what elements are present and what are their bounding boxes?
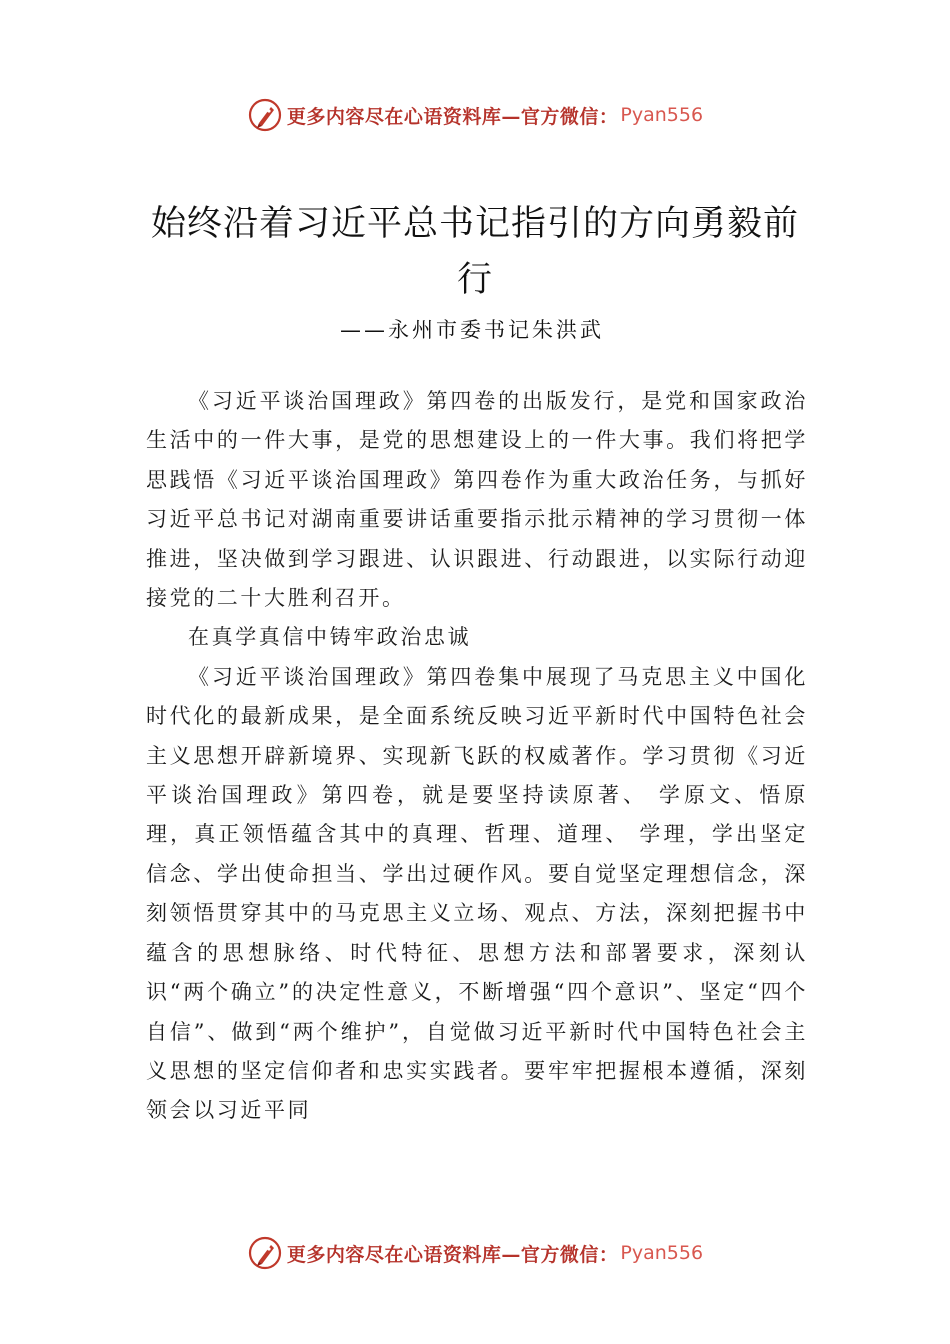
banner-wechat-id: Pyan556 <box>620 1242 704 1264</box>
pen-nib-logo-icon <box>247 97 283 133</box>
pen-nib-logo-icon <box>247 1235 283 1271</box>
banner-text: 更多内容尽在心语资料库—官方微信： <box>286 105 619 128</box>
banner-wechat-id: Pyan556 <box>620 104 704 126</box>
document-title: 始终沿着习近平总书记指引的方向勇毅前行 <box>150 204 799 300</box>
footer-banner <box>0 1233 950 1273</box>
paragraph: 《习近平谈治国理政》第四卷的出版发行，是党和国家政治生活中的一件大事，是党的思想建设上的一件大事。我们将把学思践悟《习近平谈治国理政》第四卷作为重大政治任务，与抓好习近平总书记对湖南重要讲话重要指示批示精神的学习贯彻一体推进，坚决做到学习跟进、认识跟进、行动跟进，以实际行动迎接党的二十大胜利召开。 <box>146 389 808 611</box>
section-heading: 在真学真信中铸牢政治忠诚 <box>188 625 472 650</box>
document-subtitle: ——永州市委书记朱洪武 <box>340 318 604 342</box>
document-body <box>146 382 808 1131</box>
header-banner <box>0 95 950 135</box>
banner-text: 更多内容尽在心语资料库—官方微信： <box>286 1243 619 1266</box>
paragraph: 《习近平谈治国理政》第四卷集中展现了马克思主义中国化时代化的最新成果，是全面系统反映习近平新时代中国特色社会主义思想开辟新境界、实现新飞跃的权威著作。学习贯彻《习近平谈治国理政》第四卷，就是要坚持读原著、 学原文、悟原理，真正领悟蕴含其中的真理、哲理、道理、 学理，学出坚定信念、学出使命担当、学出过硬作风。要自觉坚定理想信念，深刻领悟贯穿其中的马克思主义立场、观点、方法，深刻把握书中蕴含的思想脉络、时代特征、思想方法和部署要求，深刻认识“两个确立”的决定性意义，不断增强“四个意识”、坚定“四个自信”、做到“两个维护”，自觉做习近平新时代中国特色社会主义思想的坚定信仰者和忠实实践者。要牢牢把握根本遵循，深刻领会以习近平同 <box>146 664 808 1123</box>
